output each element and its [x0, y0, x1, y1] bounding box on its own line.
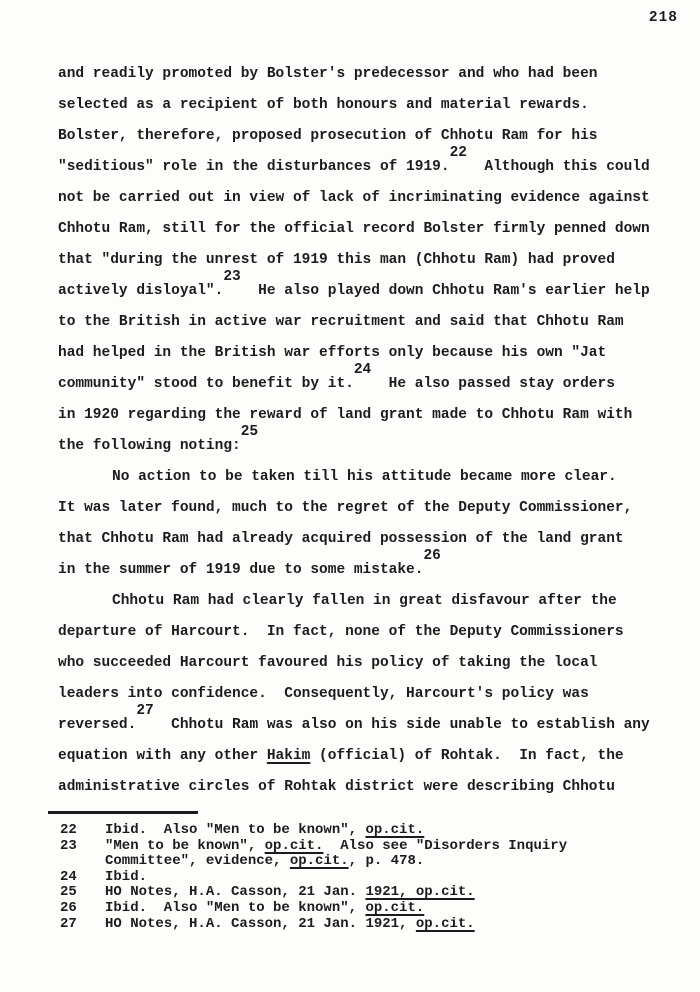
text-segment: reversed. — [58, 717, 137, 733]
footnote-number — [60, 854, 105, 870]
text-segment: the following noting: — [58, 438, 241, 454]
text-segment: "Men to be known", — [105, 837, 265, 854]
text-segment: He also played down Chhotu Ram's earlier help — [240, 283, 650, 299]
text-segment: Ibid. Also "Men to be known", — [105, 822, 366, 838]
text-segment: departure of Harcourt. In fact, none of the Deputy Commissioners — [58, 624, 624, 640]
text-line — [58, 586, 683, 617]
text-segment: It was later found, much to the regret of the Deputy Commissioner, — [58, 500, 633, 516]
text-line — [58, 462, 683, 493]
text-line — [58, 59, 683, 90]
text-segment: HO Notes, H.A. Casson, 21 Jan. 1921, — [105, 915, 416, 932]
text-segment: in the summer of 1919 due to some mistake. — [58, 562, 424, 578]
footnote-number: 22 — [60, 822, 77, 838]
footnote-text — [105, 854, 424, 870]
underlined-term: 1921, op.cit. — [365, 884, 475, 901]
footnote-text — [105, 917, 475, 933]
footnote-text — [105, 823, 424, 839]
text-line — [58, 90, 683, 121]
text-line — [58, 183, 683, 214]
text-segment: He also passed stay orders — [371, 376, 615, 392]
text-segment: HO Notes, H.A. Casson, 21 Jan. — [105, 884, 366, 901]
footnote-row — [60, 823, 670, 839]
text-segment: that Chhotu Ram had already acquired possession of the land grant — [58, 531, 624, 547]
footnote-ref: 23 — [223, 269, 241, 285]
footnote-number: 26 — [60, 899, 77, 916]
page-number: 218 — [648, 10, 678, 26]
footnote-row — [60, 917, 670, 933]
underlined-term: op.cit. — [365, 822, 425, 838]
text-segment: Chhotu Ram was also on his side unable to establish any — [153, 717, 650, 733]
text-segment: No action to be taken till his attitude became more clear. — [112, 469, 617, 485]
text-segment: who succeeded Harcourt favoured his policy of taking the local — [58, 655, 598, 671]
text-line — [58, 121, 683, 152]
text-segment: and readily promoted by Bolster's predecessor and who had been — [58, 66, 598, 82]
footnote-text — [105, 901, 424, 917]
underlined-term: op.cit. — [365, 899, 425, 916]
footnote-ref: 24 — [353, 362, 372, 378]
footnote-text — [105, 870, 147, 886]
text-line — [58, 548, 683, 586]
footnote-number: 23 — [60, 837, 77, 854]
text-line — [58, 214, 683, 245]
text-segment: Chhotu Ram had clearly fallen in great disfavour after the — [112, 593, 617, 609]
footnote-row — [60, 885, 670, 901]
text-segment: leaders into confidence. Consequently, Harcourt's policy was — [58, 686, 589, 702]
underlined-term: op.cit. — [264, 837, 324, 854]
body-text — [58, 59, 683, 803]
text-segment: community" stood to benefit by it. — [58, 376, 354, 392]
text-segment: , p. 478. — [348, 853, 425, 870]
text-line — [58, 362, 683, 400]
text-line — [58, 772, 683, 803]
footnote-separator-rule — [48, 811, 198, 814]
text-segment: had helped in the British war efforts only because his own "Jat — [58, 345, 607, 361]
footnote-text — [105, 885, 475, 901]
footnote-text — [105, 839, 567, 855]
text-line — [58, 424, 683, 462]
footnote-number: 27 — [60, 915, 77, 932]
text-segment: selected as a recipient of both honours and material rewards. — [58, 97, 589, 113]
text-segment: Ibid. — [105, 868, 148, 885]
footnote-ref: 26 — [423, 548, 441, 564]
text-segment: not be carried out in view of lack of incriminating evidence against — [58, 190, 650, 206]
text-line — [58, 245, 683, 276]
text-line — [58, 703, 683, 741]
text-segment: to the British in active war recruitment and said that Chhotu Ram — [58, 314, 624, 330]
text-segment: administrative circles of Rohtak district were describing Chhotu — [58, 779, 615, 795]
footnote-ref: 27 — [136, 703, 154, 719]
text-segment: (official) of Rohtak. In fact, the — [310, 748, 624, 764]
text-line — [58, 145, 683, 183]
footnote-row — [60, 901, 670, 917]
text-line — [58, 741, 683, 772]
text-segment: Also see "Disorders Inquiry — [323, 837, 568, 854]
text-segment: Bolster, therefore, proposed prosecution of Chhotu Ram for his — [58, 128, 598, 144]
text-line — [58, 524, 683, 555]
text-segment: Ibid. Also "Men to be known", — [105, 899, 366, 916]
text-segment: equation with any other — [58, 748, 267, 764]
underlined-term: op.cit. — [289, 853, 349, 870]
footnote-number: 25 — [60, 884, 77, 901]
text-segment: Chhotu Ram, still for the official record Bolster firmly penned down — [58, 221, 650, 237]
text-line — [58, 493, 683, 524]
text-segment: in 1920 regarding the reward of land grant made to Chhotu Ram with — [58, 407, 633, 423]
text-segment: "seditious" role in the disturbances of 1919. — [58, 159, 450, 175]
underlined-term: Hakim — [266, 748, 311, 764]
footnote-row — [60, 854, 670, 870]
footnotes-section — [60, 823, 670, 932]
footnote-row — [60, 839, 670, 855]
footnote-row — [60, 870, 670, 886]
footnote-ref: 22 — [449, 145, 467, 161]
text-line — [58, 269, 683, 307]
text-segment: that "during the unrest of 1919 this man (Chhotu Ram) had proved — [58, 252, 615, 268]
text-line — [58, 400, 683, 431]
text-line — [58, 307, 683, 338]
footnote-number: 24 — [60, 868, 77, 885]
footnote-ref: 25 — [240, 424, 259, 440]
text-segment: actively disloyal". — [58, 283, 224, 299]
text-segment: Although this could — [466, 159, 650, 175]
text-line — [58, 617, 683, 648]
text-line — [58, 648, 683, 679]
underlined-term: op.cit. — [415, 915, 475, 932]
text-segment: Committee", evidence, — [105, 853, 290, 870]
